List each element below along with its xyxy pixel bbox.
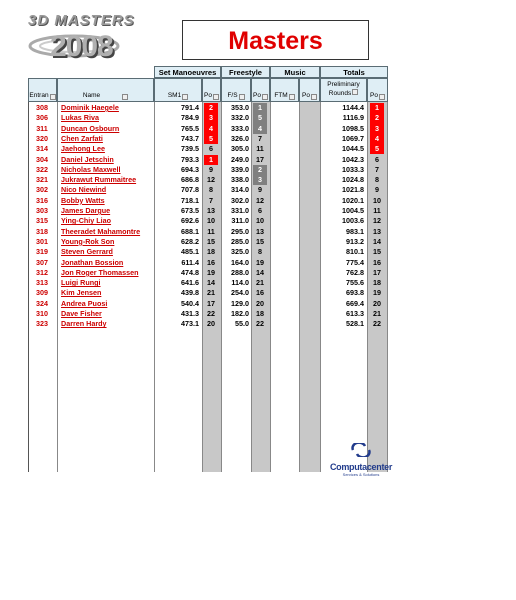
total-position: 18 xyxy=(373,278,381,288)
filter-dropdown-icon[interactable] xyxy=(239,94,245,100)
entrant-number: 306 xyxy=(36,113,48,123)
sponsor-tagline: Services & Solutions xyxy=(342,472,380,477)
sm1-score: 688.1 xyxy=(181,226,199,236)
col-header-fs-pos[interactable]: Po xyxy=(251,78,270,102)
sm1-score: 439.8 xyxy=(181,288,199,298)
filter-dropdown-icon[interactable] xyxy=(352,89,358,95)
competitor-name[interactable]: Chen Zarfati xyxy=(61,133,103,143)
freestyle-score: 182.0 xyxy=(231,309,249,318)
group-set-manoeuvres: Set Manoeuvres xyxy=(154,66,221,78)
sm-position: 18 xyxy=(207,247,215,257)
preliminary-total: 1003.6 xyxy=(342,216,364,226)
col-header-entrant[interactable]: Entran xyxy=(28,78,57,102)
total-position: 20 xyxy=(373,298,381,308)
col-header-name[interactable]: Name xyxy=(57,78,154,102)
entrant-number: 307 xyxy=(36,257,48,267)
sm-position: 9 xyxy=(209,164,213,174)
filter-dropdown-icon[interactable] xyxy=(379,94,385,100)
event-logo xyxy=(18,8,136,68)
total-position: 15 xyxy=(373,247,381,257)
sm1-score: 540.4 xyxy=(181,298,199,308)
total-position: 8 xyxy=(375,175,379,185)
total-position: 5 xyxy=(370,144,384,154)
total-position: 16 xyxy=(373,257,381,267)
sm-position: 3 xyxy=(204,113,218,123)
sm1-score: 718.1 xyxy=(181,195,199,205)
filter-dropdown-icon[interactable] xyxy=(122,94,128,100)
logo-line1: 3D MASTERS xyxy=(28,12,135,29)
sm1-score: 473.1 xyxy=(181,319,199,329)
col-ftm-pos xyxy=(299,102,320,472)
freestyle-score: 305.0 xyxy=(231,144,249,154)
freestyle-score: 353.0 xyxy=(231,103,249,112)
freestyle-score: 285.0 xyxy=(231,236,249,246)
sm-position: 13 xyxy=(207,206,215,215)
competitor-name[interactable]: Young-Rok Son xyxy=(61,236,115,246)
sm-position: 2 xyxy=(204,103,218,113)
freestyle-position: 9 xyxy=(258,185,262,195)
sm1-score: 707.8 xyxy=(181,185,199,195)
total-position: 7 xyxy=(375,164,379,174)
sm1-score: 694.3 xyxy=(181,164,199,174)
freestyle-position: 17 xyxy=(256,154,264,164)
freestyle-position: 3 xyxy=(253,175,267,185)
freestyle-position: 16 xyxy=(256,288,264,298)
sm1-score: 641.6 xyxy=(181,278,199,288)
competitor-name[interactable]: Steven Gerrard xyxy=(61,247,113,257)
preliminary-total: 983.1 xyxy=(346,226,364,236)
freestyle-score: 325.0 xyxy=(231,247,249,257)
filter-dropdown-icon[interactable] xyxy=(289,94,295,100)
total-position: 12 xyxy=(373,216,381,226)
sm-position: 7 xyxy=(209,195,213,205)
col-header-prelim[interactable]: Preliminary Rounds xyxy=(320,78,367,102)
filter-dropdown-icon[interactable] xyxy=(213,94,219,100)
entrant-number: 309 xyxy=(36,288,48,298)
entrant-number: 313 xyxy=(36,278,48,288)
group-music: Music xyxy=(270,66,320,78)
entrant-number: 324 xyxy=(36,298,48,308)
freestyle-position: 15 xyxy=(256,236,264,246)
freestyle-score: 333.0 xyxy=(231,123,249,133)
freestyle-position: 18 xyxy=(256,309,264,318)
freestyle-score: 55.0 xyxy=(235,319,249,329)
sm-position: 17 xyxy=(207,298,215,308)
competitor-name[interactable]: Theeradet Mahamontre xyxy=(61,226,141,236)
sm-position: 8 xyxy=(209,185,213,195)
sm-position: 6 xyxy=(209,144,213,154)
sm1-score: 485.1 xyxy=(181,247,199,257)
entrant-number: 322 xyxy=(36,164,48,174)
preliminary-total: 1098.5 xyxy=(342,123,364,133)
total-position: 17 xyxy=(373,267,381,277)
competitor-name[interactable]: Bobby Watts xyxy=(61,195,105,205)
sm1-score: 791.4 xyxy=(181,103,199,112)
col-ftm xyxy=(270,102,299,472)
total-position: 10 xyxy=(373,195,381,205)
freestyle-score: 338.0 xyxy=(231,175,249,185)
sm-position: 12 xyxy=(207,175,215,185)
sm1-score: 692.6 xyxy=(181,216,199,226)
logo-line2: 2008 xyxy=(50,30,113,63)
competitor-name[interactable]: Darren Hardy xyxy=(61,319,107,329)
freestyle-position: 13 xyxy=(256,226,264,236)
freestyle-score: 129.0 xyxy=(231,298,249,308)
entrant-number: 319 xyxy=(36,247,48,257)
entrant-number: 302 xyxy=(36,185,48,195)
filter-dropdown-icon[interactable] xyxy=(311,94,317,100)
preliminary-total: 693.8 xyxy=(346,288,364,298)
group-freestyle: Freestyle xyxy=(221,66,270,78)
freestyle-position: 22 xyxy=(256,319,264,329)
preliminary-total: 775.4 xyxy=(346,257,364,267)
entrant-number: 314 xyxy=(36,144,48,154)
filter-dropdown-icon[interactable] xyxy=(182,94,188,100)
total-position: 14 xyxy=(373,236,381,246)
freestyle-position: 20 xyxy=(256,298,264,308)
entrant-number: 323 xyxy=(36,319,48,329)
preliminary-total: 613.3 xyxy=(346,309,364,318)
competitor-name[interactable]: Ying-Chiy Liao xyxy=(61,216,112,226)
preliminary-total: 669.4 xyxy=(346,298,364,308)
freestyle-position: 11 xyxy=(256,144,264,154)
preliminary-total: 755.6 xyxy=(346,278,364,288)
sm1-score: 793.3 xyxy=(181,154,199,164)
total-position: 19 xyxy=(373,288,381,298)
sm-position: 5 xyxy=(204,134,218,144)
freestyle-score: 254.0 xyxy=(231,288,249,298)
sm1-score: 765.5 xyxy=(181,123,199,133)
freestyle-score: 332.0 xyxy=(231,113,249,123)
freestyle-score: 339.0 xyxy=(231,164,249,174)
freestyle-score: 311.0 xyxy=(231,216,249,226)
freestyle-score: 295.0 xyxy=(231,226,249,236)
competitor-name[interactable]: Jaehong Lee xyxy=(61,144,105,154)
freestyle-position: 1 xyxy=(253,103,267,113)
page-title: Masters xyxy=(182,20,369,60)
freestyle-score: 288.0 xyxy=(231,267,249,277)
freestyle-position: 10 xyxy=(256,216,264,226)
freestyle-position: 14 xyxy=(256,267,264,277)
filter-dropdown-icon[interactable] xyxy=(50,94,56,100)
competitor-name[interactable]: Jonathan Bossion xyxy=(61,257,124,267)
freestyle-position: 12 xyxy=(256,195,264,205)
sm1-score: 431.3 xyxy=(181,309,199,318)
sm-position: 20 xyxy=(207,319,215,329)
col-header-total-pos[interactable]: Po xyxy=(367,78,388,102)
col-header-ftm-pos[interactable]: Po xyxy=(299,78,320,102)
total-position: 1 xyxy=(370,103,384,113)
preliminary-total: 1024.8 xyxy=(342,175,364,185)
total-position: 9 xyxy=(375,185,379,195)
preliminary-total: 1069.7 xyxy=(342,133,364,143)
freestyle-position: 5 xyxy=(253,113,267,123)
preliminary-total: 810.1 xyxy=(346,247,364,257)
freestyle-score: 314.0 xyxy=(231,185,249,195)
col-header-ftm[interactable]: FTM xyxy=(270,78,299,102)
total-position: 3 xyxy=(370,124,384,134)
competitor-name[interactable]: Nico Niewind xyxy=(61,185,107,195)
total-position: 21 xyxy=(373,309,381,318)
freestyle-score: 164.0 xyxy=(231,257,249,267)
entrant-number: 303 xyxy=(36,206,48,215)
preliminary-total: 1042.3 xyxy=(342,154,364,164)
entrant-number: 315 xyxy=(36,216,48,226)
sm-position: 14 xyxy=(207,278,215,288)
preliminary-total: 762.8 xyxy=(346,267,364,277)
freestyle-position: 4 xyxy=(253,124,267,134)
competitor-name[interactable]: Dave Fisher xyxy=(61,309,102,318)
competitor-name[interactable]: Luigi Rungi xyxy=(61,278,101,288)
sm-position: 4 xyxy=(204,124,218,134)
competitor-name[interactable]: Kim Jensen xyxy=(61,288,102,298)
preliminary-total: 1021.8 xyxy=(342,185,364,195)
competitor-name[interactable]: Duncan Osbourn xyxy=(61,123,120,133)
freestyle-score: 114.0 xyxy=(231,278,249,288)
entrant-number: 312 xyxy=(36,267,48,277)
freestyle-score: 331.0 xyxy=(231,206,249,215)
sm1-score: 673.5 xyxy=(181,206,199,215)
entrant-number: 316 xyxy=(36,195,48,205)
group-totals: Totals xyxy=(320,66,388,78)
entrant-number: 321 xyxy=(36,175,48,185)
entrant-number: 308 xyxy=(36,103,48,112)
sm-position: 16 xyxy=(207,257,215,267)
sm1-score: 628.2 xyxy=(181,236,199,246)
sm-position: 22 xyxy=(207,309,215,318)
sm1-score: 686.8 xyxy=(181,175,199,185)
entrant-number: 318 xyxy=(36,226,48,236)
preliminary-total: 913.2 xyxy=(346,236,364,246)
entrant-number: 301 xyxy=(36,236,48,246)
competitor-name[interactable]: Dominik Haegele xyxy=(61,103,119,112)
competitor-name[interactable]: Lukas Riva xyxy=(61,113,99,123)
sm-position: 10 xyxy=(207,216,215,226)
freestyle-score: 302.0 xyxy=(231,195,249,205)
filter-dropdown-icon[interactable] xyxy=(262,94,268,100)
freestyle-score: 249.0 xyxy=(231,154,249,164)
col-header-sm-pos[interactable]: Po xyxy=(202,78,221,102)
col-header-sm1[interactable]: SM1 xyxy=(154,78,202,102)
sm1-score: 739.5 xyxy=(181,144,199,154)
freestyle-position: 21 xyxy=(256,278,264,288)
sponsor-name: Computacenter xyxy=(329,462,393,472)
entrant-number: 310 xyxy=(36,309,48,318)
competitor-name[interactable]: Andrea Puosi xyxy=(61,298,108,308)
entrant-number: 311 xyxy=(36,123,48,133)
sm1-score: 474.8 xyxy=(181,267,199,277)
sm1-score: 784.9 xyxy=(181,113,199,123)
total-position: 11 xyxy=(373,206,381,215)
competitor-name[interactable]: James Dargue xyxy=(61,206,111,215)
competitor-name[interactable]: Jukrawut Rummaitree xyxy=(61,175,137,185)
freestyle-position: 19 xyxy=(256,257,264,267)
sponsor-logo xyxy=(326,443,396,477)
preliminary-total: 1020.1 xyxy=(342,195,364,205)
freestyle-position: 2 xyxy=(253,165,267,175)
sm1-score: 743.7 xyxy=(181,133,199,143)
entrant-number: 304 xyxy=(36,154,48,164)
competitor-name[interactable]: Nicholas Maxwell xyxy=(61,164,121,174)
preliminary-total: 1144.4 xyxy=(342,103,364,112)
freestyle-position: 8 xyxy=(258,247,262,257)
sm-position: 21 xyxy=(207,288,215,298)
preliminary-total: 1044.5 xyxy=(342,144,364,154)
col-header-fs[interactable]: F/S xyxy=(221,78,251,102)
competitor-name[interactable]: Daniel Jetschin xyxy=(61,154,114,164)
sm-position: 11 xyxy=(207,226,215,236)
total-position: 4 xyxy=(370,134,384,144)
competitor-name[interactable]: Jon Roger Thomassen xyxy=(61,267,139,277)
preliminary-total: 1004.5 xyxy=(342,206,364,215)
preliminary-total: 1116.9 xyxy=(342,113,364,123)
total-position: 22 xyxy=(373,319,381,329)
sm-position: 19 xyxy=(207,267,215,277)
freestyle-position: 6 xyxy=(258,206,262,215)
total-position: 6 xyxy=(375,154,379,164)
sm-position: 1 xyxy=(204,155,218,165)
computacenter-icon xyxy=(349,443,373,457)
entrant-number: 320 xyxy=(36,133,48,143)
sm1-score: 611.4 xyxy=(181,257,199,267)
preliminary-total: 1033.3 xyxy=(342,164,364,174)
total-position: 2 xyxy=(370,113,384,123)
total-position: 13 xyxy=(373,226,381,236)
preliminary-total: 528.1 xyxy=(346,319,364,329)
freestyle-position: 7 xyxy=(258,133,262,143)
sm-position: 15 xyxy=(207,236,215,246)
freestyle-score: 326.0 xyxy=(231,133,249,143)
